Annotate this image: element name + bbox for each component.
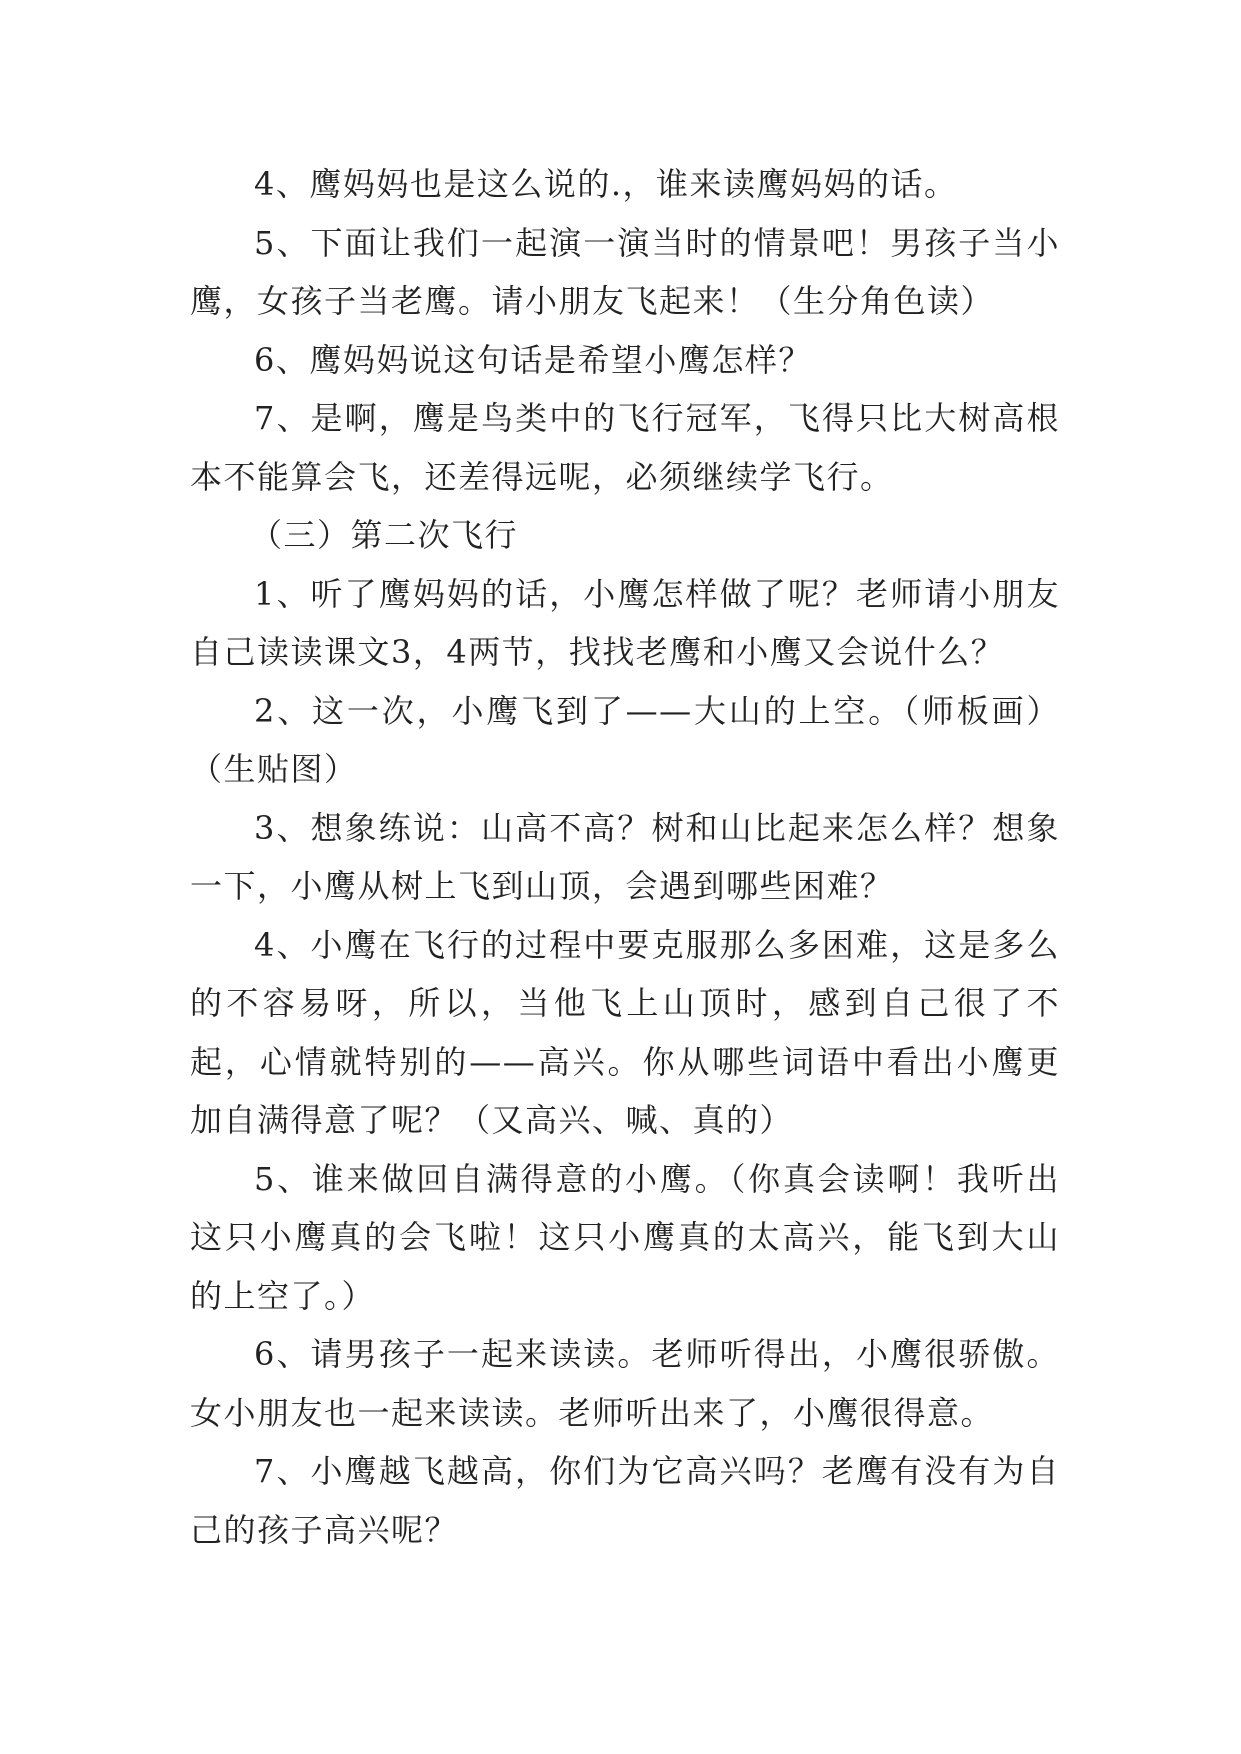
paragraph-item-2-mountain: 2、这一次，小鹰飞到了——大山的上空。（师板画）（生贴图） (190, 691, 1060, 788)
document-page (190, 155, 1060, 1559)
paragraph-item-7-higher: 7、小鹰越飞越高，你们为它高兴吗？老鹰有没有为自己的孩子高兴呢？ (190, 1452, 1060, 1549)
paragraph-item-6-hope: 6、鹰妈妈说这句话是希望小鹰怎样？ (254, 340, 812, 379)
paragraph-item-6-boys-girls-read: 6、请男孩子一起来读读。老师听得出，小鹰很骄傲。女小朋友也一起来读读。老师听出来了，小鹰很得意。 (190, 1335, 1060, 1432)
paragraph-item-4-mother-eagle: 4、鹰妈妈也是这么说的.，谁来读鹰妈妈的话。 (254, 165, 958, 203)
paragraph-item-5-role-play: 5、下面让我们一起演一演当时的情景吧！男孩子当小鹰，女孩子当老鹰。请小朋友飞起来！（生分角色读） (190, 223, 1060, 320)
paragraph-item-7-flying-champion: 7、是啊，鹰是鸟类中的飞行冠军，飞得只比大树高根本不能算会飞，还差得远呢，必须继续学飞行。 (190, 399, 1060, 496)
paragraph-item-5-proud-eagle: 5、谁来做回自满得意的小鹰。（你真会读啊！我听出这只小鹰真的会飞啦！这只小鹰真的太高兴，能飞到大山的上空了。） (190, 1159, 1060, 1315)
section-heading-second-flight: （三）第二次飞行 (250, 516, 519, 554)
paragraph-item-3-imagine: 3、想象练说：山高不高？树和山比起来怎么样？想象一下，小鹰从树上飞到山顶，会遇到哪些困难？ (190, 808, 1060, 905)
paragraph-item-4-difficulties: 4、小鹰在飞行的过程中要克服那么多困难，这是多么的不容易呀，所以，当他飞上山顶时，感到自己很了不起，心情就特别的——高兴。你从哪些词语中看出小鹰更加自满得意了呢？（又高兴、喊、真的） (190, 925, 1060, 1139)
paragraph-item-1-listen: 1、听了鹰妈妈的话，小鹰怎样做了呢？老师请小朋友自己读读课文3，4两节，找找老鹰和小鹰又会说什么？ (190, 574, 1060, 671)
